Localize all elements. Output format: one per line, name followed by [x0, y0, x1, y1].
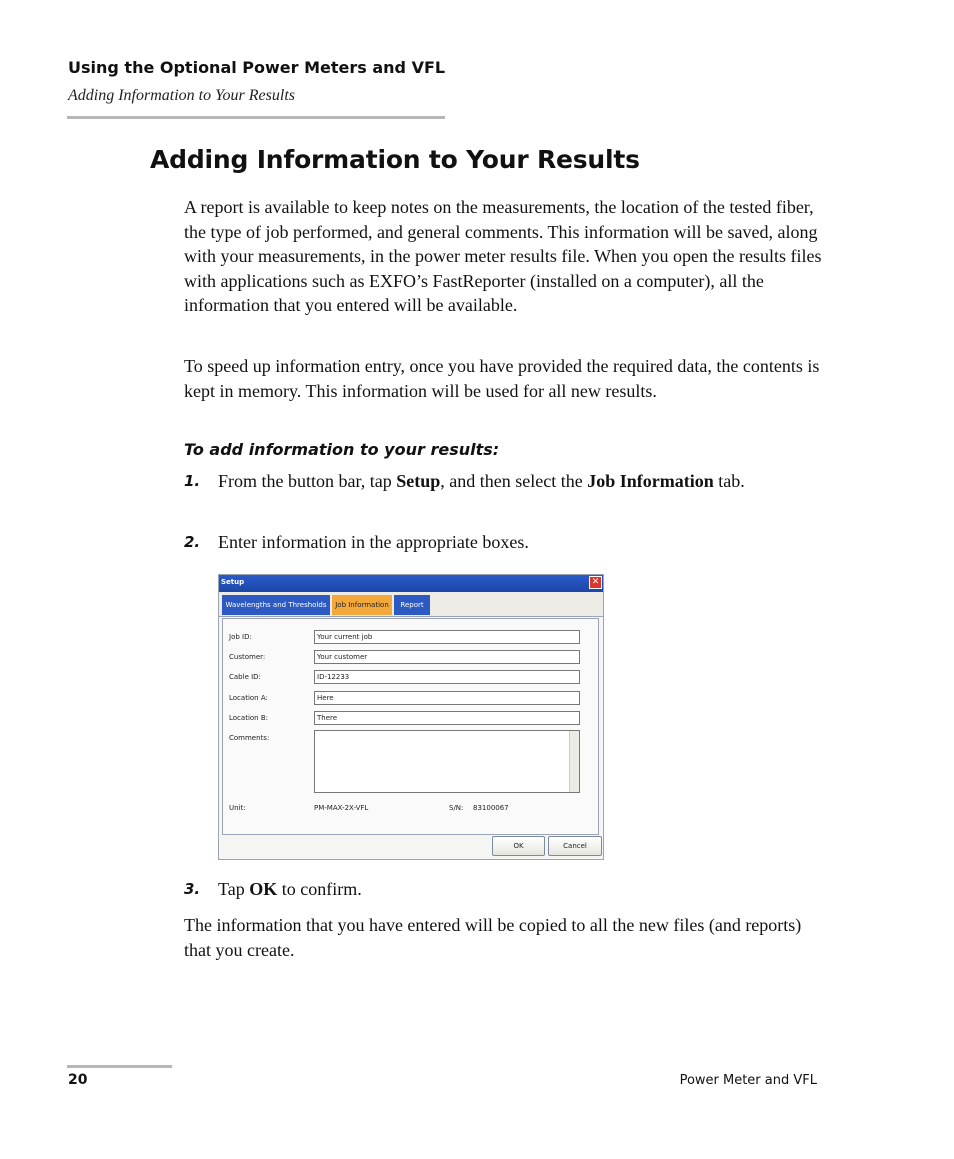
step-text: tab.	[713, 471, 745, 491]
running-header-title: Using the Optional Power Meters and VFL	[68, 58, 446, 77]
close-icon[interactable]: ✕	[589, 576, 602, 589]
unit-value: PM-MAX-2X-VFL	[314, 804, 369, 812]
job-information-panel	[222, 618, 599, 835]
dialog-title: Setup	[221, 578, 245, 586]
dialog-titlebar	[219, 575, 603, 592]
job-id-field[interactable]: Your current job	[314, 630, 580, 644]
location-b-field[interactable]: There	[314, 711, 580, 725]
page-title: Adding Information to Your Results	[150, 145, 640, 174]
tab-report[interactable]: Report	[394, 595, 430, 615]
customer-field[interactable]: Your customer	[314, 650, 580, 664]
cancel-button[interactable]: Cancel	[548, 836, 602, 856]
serial-number-label: S/N:	[449, 804, 464, 812]
step-text: Enter information in the appropriate boxes.	[218, 532, 529, 552]
location-b-label: Location B:	[229, 714, 268, 722]
footer-product-name: Power Meter and VFL	[679, 1073, 817, 1088]
step-text: Tap	[218, 879, 250, 899]
cable-id-label: Cable ID:	[229, 673, 261, 681]
step-bold-setup: Setup	[396, 471, 441, 491]
step-bold-ok: OK	[249, 879, 278, 899]
step-number: 2.	[184, 533, 201, 551]
step-3	[184, 877, 824, 902]
header-rule	[67, 116, 445, 119]
comments-textarea[interactable]	[314, 730, 580, 793]
serial-number-value: 83100067	[473, 804, 509, 812]
step-1	[184, 469, 824, 494]
footer-rule	[67, 1065, 172, 1068]
tab-job-information[interactable]: Job Information	[332, 595, 392, 615]
intro-paragraph: A report is available to keep notes on the measurements, the location of the tested fiber, the type of job performed, and general comments. This information will be saved, along with your measurements, in the power meter results file. When you open the results files with applications such as EXFO’s FastReporter (installed on a computer), all the information that you entered will be available.	[184, 197, 822, 315]
ok-button[interactable]: OK	[492, 836, 545, 856]
step-2	[184, 530, 824, 555]
setup-dialog	[218, 574, 604, 860]
step-text: to confirm.	[277, 879, 362, 899]
comments-scrollbar[interactable]	[569, 731, 579, 792]
step-bold-job-information: Job Information	[587, 471, 714, 491]
closing-paragraph: The information that you have entered will be copied to all the new files (and reports) that you create.	[184, 915, 802, 960]
procedure-heading: To add information to your results:	[184, 440, 500, 459]
job-id-label: Job ID:	[229, 633, 252, 641]
tab-wavelengths-and-thresholds[interactable]: Wavelengths and Thresholds	[222, 595, 330, 615]
running-header-subtitle: Adding Information to Your Results	[68, 87, 295, 104]
comments-label: Comments:	[229, 734, 270, 742]
memory-paragraph: To speed up information entry, once you have provided the required data, the contents is kept in memory. This information will be used for all new results.	[184, 356, 820, 401]
tab-bar	[219, 592, 603, 617]
page-number: 20	[68, 1072, 88, 1088]
location-a-field[interactable]: Here	[314, 691, 580, 705]
location-a-label: Location A:	[229, 694, 268, 702]
cable-id-field[interactable]: ID-12233	[314, 670, 580, 684]
unit-label: Unit:	[229, 804, 246, 812]
step-number: 1.	[184, 472, 201, 490]
step-number: 3.	[184, 880, 201, 898]
customer-label: Customer:	[229, 653, 266, 661]
step-text: , and then select the	[440, 471, 588, 491]
step-text: From the button bar, tap	[218, 471, 397, 491]
